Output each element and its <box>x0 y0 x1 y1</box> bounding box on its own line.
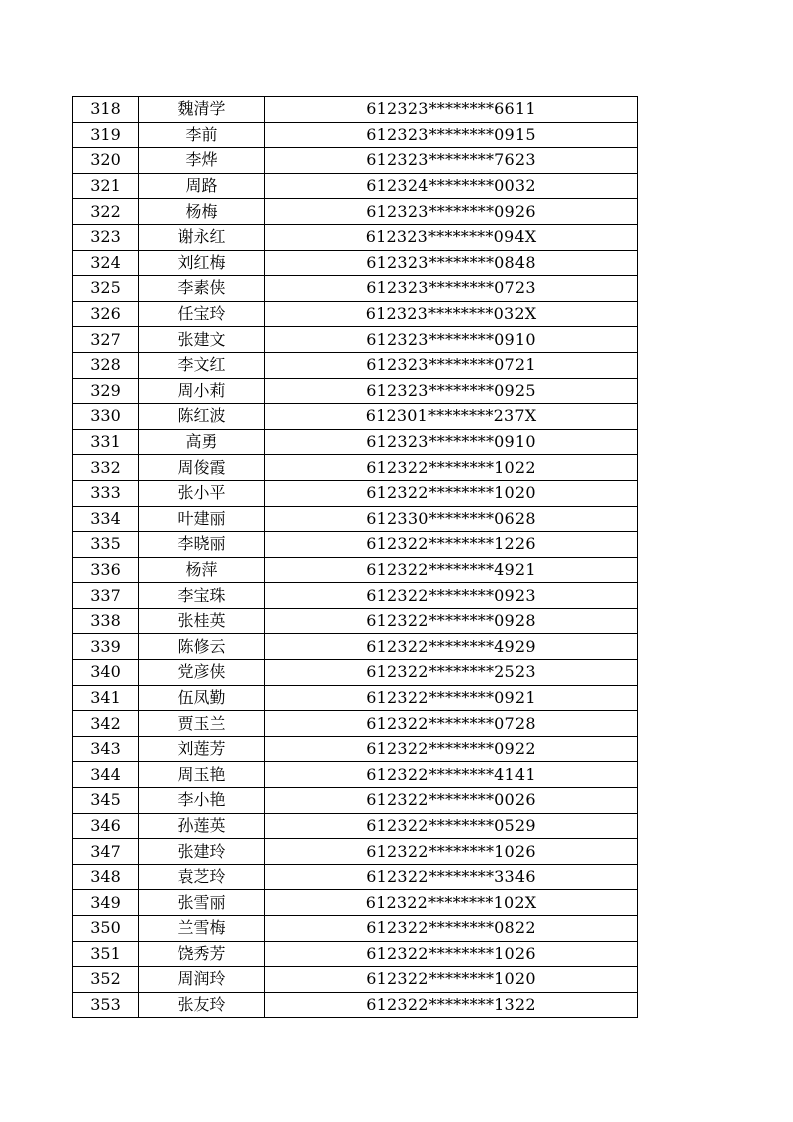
table-row <box>73 148 638 174</box>
id-number-cell: 612322********4929 <box>265 634 638 660</box>
table-row <box>73 301 638 327</box>
table-row <box>73 532 638 558</box>
row-number-cell: 340 <box>73 660 139 686</box>
table-row <box>73 97 638 123</box>
table-row <box>73 276 638 302</box>
table-row <box>73 199 638 225</box>
person-name-cell: 魏清学 <box>139 97 265 123</box>
table-row <box>73 839 638 865</box>
table-row <box>73 122 638 148</box>
person-name-cell: 周俊霞 <box>139 455 265 481</box>
id-number-cell: 612322********0922 <box>265 736 638 762</box>
person-name-cell: 张桂英 <box>139 608 265 634</box>
row-number-cell: 328 <box>73 352 139 378</box>
id-number-cell: 612323********0926 <box>265 199 638 225</box>
person-name-cell: 贾玉兰 <box>139 711 265 737</box>
person-name-cell: 伍凤勤 <box>139 685 265 711</box>
person-name-cell: 任宝玲 <box>139 301 265 327</box>
row-number-cell: 320 <box>73 148 139 174</box>
roster-table <box>72 96 638 1018</box>
person-name-cell: 高勇 <box>139 429 265 455</box>
id-number-cell: 612322********0026 <box>265 788 638 814</box>
table-row <box>73 762 638 788</box>
id-number-cell: 612322********0529 <box>265 813 638 839</box>
person-name-cell: 张小平 <box>139 480 265 506</box>
person-name-cell: 孙莲英 <box>139 813 265 839</box>
table-row <box>73 634 638 660</box>
id-number-cell: 612322********0822 <box>265 916 638 942</box>
person-name-cell: 刘红梅 <box>139 250 265 276</box>
row-number-cell: 346 <box>73 813 139 839</box>
row-number-cell: 323 <box>73 224 139 250</box>
table-row <box>73 864 638 890</box>
id-number-cell: 612322********1026 <box>265 941 638 967</box>
id-number-cell: 612323********0915 <box>265 122 638 148</box>
row-number-cell: 345 <box>73 788 139 814</box>
table-row <box>73 660 638 686</box>
table-row <box>73 455 638 481</box>
table-row <box>73 813 638 839</box>
id-number-cell: 612330********0628 <box>265 506 638 532</box>
person-name-cell: 张雪丽 <box>139 890 265 916</box>
id-number-cell: 612322********102X <box>265 890 638 916</box>
row-number-cell: 350 <box>73 916 139 942</box>
row-number-cell: 319 <box>73 122 139 148</box>
row-number-cell: 322 <box>73 199 139 225</box>
id-number-cell: 612323********6611 <box>265 97 638 123</box>
row-number-cell: 353 <box>73 992 139 1018</box>
person-name-cell: 杨萍 <box>139 557 265 583</box>
person-name-cell: 谢永红 <box>139 224 265 250</box>
id-number-cell: 612322********1022 <box>265 455 638 481</box>
table-row <box>73 711 638 737</box>
row-number-cell: 325 <box>73 276 139 302</box>
person-name-cell: 袁芝玲 <box>139 864 265 890</box>
table-row <box>73 583 638 609</box>
id-number-cell: 612322********0923 <box>265 583 638 609</box>
person-name-cell: 周路 <box>139 173 265 199</box>
table-row <box>73 941 638 967</box>
table-row <box>73 890 638 916</box>
id-number-cell: 612322********0928 <box>265 608 638 634</box>
id-number-cell: 612323********0910 <box>265 429 638 455</box>
table-row <box>73 685 638 711</box>
person-name-cell: 兰雪梅 <box>139 916 265 942</box>
table-row <box>73 480 638 506</box>
row-number-cell: 351 <box>73 941 139 967</box>
person-name-cell: 李烨 <box>139 148 265 174</box>
id-number-cell: 612324********0032 <box>265 173 638 199</box>
person-name-cell: 张建玲 <box>139 839 265 865</box>
person-name-cell: 李素侠 <box>139 276 265 302</box>
id-number-cell: 612322********4141 <box>265 762 638 788</box>
person-name-cell: 李宝珠 <box>139 583 265 609</box>
row-number-cell: 352 <box>73 967 139 993</box>
person-name-cell: 陈修云 <box>139 634 265 660</box>
person-name-cell: 饶秀芳 <box>139 941 265 967</box>
table-row <box>73 250 638 276</box>
table-row <box>73 992 638 1018</box>
id-number-cell: 612322********4921 <box>265 557 638 583</box>
person-name-cell: 周润玲 <box>139 967 265 993</box>
id-number-cell: 612323********7623 <box>265 148 638 174</box>
row-number-cell: 321 <box>73 173 139 199</box>
person-name-cell: 张建文 <box>139 327 265 353</box>
table-row <box>73 916 638 942</box>
id-number-cell: 612322********1020 <box>265 967 638 993</box>
id-number-cell: 612322********0921 <box>265 685 638 711</box>
table-row <box>73 736 638 762</box>
person-name-cell: 李文红 <box>139 352 265 378</box>
table-row <box>73 557 638 583</box>
person-name-cell: 叶建丽 <box>139 506 265 532</box>
row-number-cell: 324 <box>73 250 139 276</box>
id-number-cell: 612322********0728 <box>265 711 638 737</box>
table-row <box>73 327 638 353</box>
row-number-cell: 335 <box>73 532 139 558</box>
table-row <box>73 352 638 378</box>
row-number-cell: 334 <box>73 506 139 532</box>
id-number-cell: 612322********1026 <box>265 839 638 865</box>
row-number-cell: 329 <box>73 378 139 404</box>
person-name-cell: 李晓丽 <box>139 532 265 558</box>
id-number-cell: 612322********1322 <box>265 992 638 1018</box>
table-row <box>73 173 638 199</box>
id-number-cell: 612323********0910 <box>265 327 638 353</box>
table-row <box>73 378 638 404</box>
row-number-cell: 347 <box>73 839 139 865</box>
row-number-cell: 330 <box>73 404 139 430</box>
row-number-cell: 339 <box>73 634 139 660</box>
row-number-cell: 333 <box>73 480 139 506</box>
person-name-cell: 李前 <box>139 122 265 148</box>
id-number-cell: 612322********2523 <box>265 660 638 686</box>
id-number-cell: 612323********0848 <box>265 250 638 276</box>
row-number-cell: 343 <box>73 736 139 762</box>
row-number-cell: 348 <box>73 864 139 890</box>
row-number-cell: 337 <box>73 583 139 609</box>
row-number-cell: 332 <box>73 455 139 481</box>
table-row <box>73 429 638 455</box>
id-number-cell: 612323********094X <box>265 224 638 250</box>
row-number-cell: 336 <box>73 557 139 583</box>
person-name-cell: 张友玲 <box>139 992 265 1018</box>
person-name-cell: 党彦侠 <box>139 660 265 686</box>
id-number-cell: 612323********0723 <box>265 276 638 302</box>
id-number-cell: 612323********032X <box>265 301 638 327</box>
row-number-cell: 349 <box>73 890 139 916</box>
row-number-cell: 327 <box>73 327 139 353</box>
table-row <box>73 506 638 532</box>
row-number-cell: 341 <box>73 685 139 711</box>
id-number-cell: 612301********237X <box>265 404 638 430</box>
table-row <box>73 967 638 993</box>
table-row <box>73 224 638 250</box>
id-number-cell: 612322********1020 <box>265 480 638 506</box>
row-number-cell: 342 <box>73 711 139 737</box>
table-row <box>73 788 638 814</box>
person-name-cell: 周玉艳 <box>139 762 265 788</box>
id-number-cell: 612322********3346 <box>265 864 638 890</box>
row-number-cell: 344 <box>73 762 139 788</box>
person-name-cell: 周小莉 <box>139 378 265 404</box>
person-name-cell: 李小艳 <box>139 788 265 814</box>
row-number-cell: 318 <box>73 97 139 123</box>
person-name-cell: 陈红波 <box>139 404 265 430</box>
row-number-cell: 331 <box>73 429 139 455</box>
person-name-cell: 刘莲芳 <box>139 736 265 762</box>
row-number-cell: 326 <box>73 301 139 327</box>
table-row <box>73 608 638 634</box>
row-number-cell: 338 <box>73 608 139 634</box>
id-number-cell: 612323********0721 <box>265 352 638 378</box>
id-number-cell: 612323********0925 <box>265 378 638 404</box>
id-number-cell: 612322********1226 <box>265 532 638 558</box>
table-row <box>73 404 638 430</box>
person-name-cell: 杨梅 <box>139 199 265 225</box>
roster-table-body <box>73 97 638 1018</box>
